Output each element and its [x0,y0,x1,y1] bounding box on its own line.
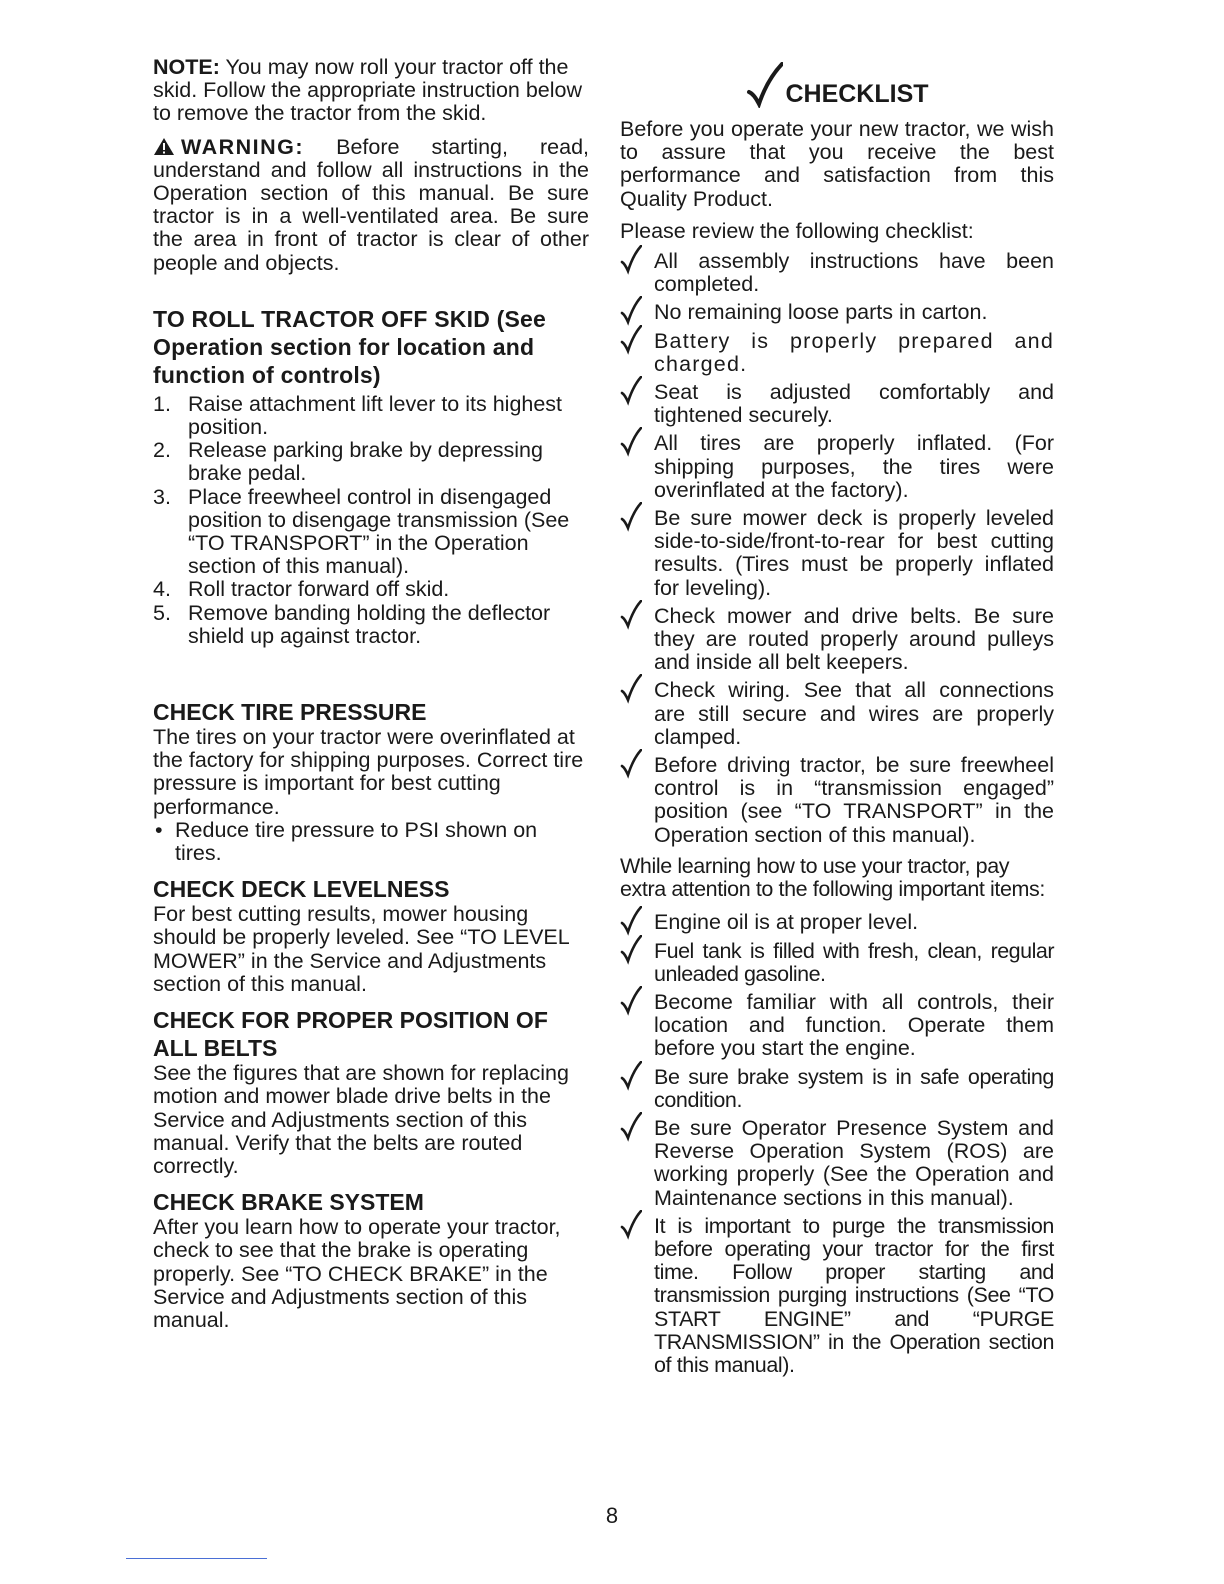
checklist-item-text: No remaining loose parts in carton. [654,300,988,325]
checkmark-icon [620,986,642,1016]
list-item [620,1117,1054,1210]
checklist [620,250,1054,847]
list-item [620,1215,1054,1377]
list-item [620,754,1054,847]
roll-off-steps [153,393,589,648]
list-item [620,605,1054,675]
deck-levelness-heading: CHECK DECK LEVELNESS [153,876,450,903]
checklist-item-text: Fuel tank is filled with fresh, clean, regular unleaded gasoline. [654,938,1054,986]
note-text: You may now roll your tractor off the skid. Follow the appropriate instruction below to remove the tractor from the skid. [153,55,583,126]
step-number: 5. [153,600,171,625]
list-item [620,679,1054,749]
step-number: 3. [153,484,171,509]
checkmark-icon [620,674,642,704]
brake-system-text: After you learn how to operate your tractor, check to see that the brake is operating properly. See “TO CHECK BRAKE” in the Service and Adjustments section of this manual. [153,1215,561,1332]
checklist-item-text: It is important to purge the transmission before operating your tractor for the first time. Follow proper starting and transmission purging instructions (See “TO START ENGINE” and “PURGE TRANSMISSION” in the Operation section of this manual). [654,1213,1054,1377]
checkmark-icon [620,376,642,406]
bullet-text: Reduce tire pressure to PSI shown on tires. [175,817,538,866]
checkmark-icon [620,502,642,532]
checklist-item-text: Battery is properly prepared and charged. [654,328,1054,376]
step-number: 2. [153,438,171,463]
list-item [620,250,1054,296]
divider [126,1558,267,1559]
step-text: Release parking brake by depressing brake pedal. [188,438,543,486]
list-item [153,602,589,648]
checklist-item-text: Before driving tractor, be sure freewheel control is in “transmission engaged” position (see “TO TRANSPORT” in the Operation section of this manual). [654,753,1054,847]
checkmark-icon [620,427,642,457]
tire-pressure-heading: CHECK TIRE PRESSURE [153,699,427,726]
step-text: Place freewheel control in disengaged position to disengage transmission (See “TO TRANSPORT” in the Operation section of this manual). [188,484,570,579]
checkmark-icon [620,1061,642,1091]
note-paragraph [153,56,589,126]
list-item [620,301,1054,324]
list-item [153,578,589,601]
tire-pressure-text: The tires on your tractor were overinflated at the factory for shipping purposes. Correct tire pressure is important for best cutting performance. [153,725,584,819]
deck-levelness-text: For best cutting results, mower housing should be properly leveled. See “TO LEVEL MOWER” in the Service and Adjustments section of this manual. [153,902,569,996]
list-item [620,911,1054,934]
right-column [620,56,1054,1382]
checklist-item-text: Become familiar with all controls, their location and function. Operate them before you start the engine. [654,989,1054,1061]
checkmark-icon [745,62,783,108]
step-number: 4. [153,577,171,602]
checkmark-icon [620,325,642,355]
checkmark-icon [620,1112,642,1142]
checkmark-icon [620,935,642,965]
list-item [620,330,1054,376]
step-text: Roll tractor forward off skid. [188,577,450,602]
list-item [620,381,1054,427]
note-label: NOTE: [153,55,220,79]
checklist-heading [620,56,1054,108]
warning-label: WARNING: [181,134,305,159]
list-item [620,1066,1054,1112]
checkmark-icon [620,906,642,936]
checklist-intro: Before you operate your new tractor, we wish to assure that you receive the best performance and satisfaction from this Quality Product. [620,117,1054,211]
checklist-item-text: Be sure brake system is in safe operating condition. [654,1064,1054,1112]
checklist-item-text: Be sure mower deck is properly leveled side-to-side/front-to-rear for best cutting results. (Tires must be properly inflated for leveling). [654,506,1054,600]
left-column [153,56,589,1332]
brake-system-heading: CHECK BRAKE SYSTEM [153,1189,424,1216]
tire-pressure-bullet [153,819,589,865]
list-item [153,439,589,485]
checkmark-icon [620,1210,642,1240]
learning-checklist [620,911,1054,1377]
review-lead: Please review the following checklist: [620,218,974,243]
warning-paragraph [153,136,589,275]
list-item [620,507,1054,600]
list-item [620,940,1054,986]
checklist-item-text: Check wiring. See that all connections are still secure and wires are properly clamped. [654,678,1054,749]
step-number: 1. [153,391,171,416]
checklist-item-text: Check mower and drive belts. Be sure they are routed properly around pulleys and inside all belt keepers. [654,603,1054,675]
checkmark-icon [620,245,642,275]
checklist-item-text: Be sure Operator Presence System and Reverse Operation System (ROS) are working properly (See the Operation and Maintenance sections in this manual). [654,1115,1054,1210]
belts-heading: CHECK FOR PROPER POSITION OF ALL BELTS [153,1007,548,1062]
checkmark-icon [620,296,642,326]
learning-lead: While learning how to use your tractor, pay extra attention to the following important items: [620,853,1045,902]
checkmark-icon [620,600,642,630]
warning-triangle-icon [153,137,175,156]
bullet-dot: • [155,817,163,842]
checklist-item-text: Seat is adjusted comfortably and tightened securely. [654,380,1054,428]
belts-text: See the figures that are shown for replacing motion and mower blade drive belts in the Service and Adjustments section of this manual. Verify that the belts are routed correctly. [153,1061,569,1178]
page-number: 8 [605,1503,619,1528]
checklist-item-text: All assembly instructions have been completed. [654,249,1054,297]
warning-text: Before starting, read, understand and follow all instructions in the Operation section of this manual. Be sure tractor is in a well-ventilated area. Be sure the area in front of tractor is clear of other people and objects. [153,134,589,275]
step-text: Remove banding holding the deflector shield up against tractor. [188,600,551,648]
checkmark-icon [620,749,642,779]
roll-off-skid-heading: TO ROLL TRACTOR OFF SKID (See Operation section for location and function of controls) [153,305,546,388]
list-item [620,432,1054,502]
checklist-title: CHECKLIST [785,80,929,108]
step-text: Raise attachment lift lever to its highest position. [188,391,563,440]
checklist-item-text: All tires are properly inflated. (For shipping purposes, the tires were overinflated at the factory). [654,431,1054,502]
list-item [153,486,589,579]
list-item [620,991,1054,1061]
checklist-item-text: Engine oil is at proper level. [654,910,919,935]
list-item [153,393,589,439]
